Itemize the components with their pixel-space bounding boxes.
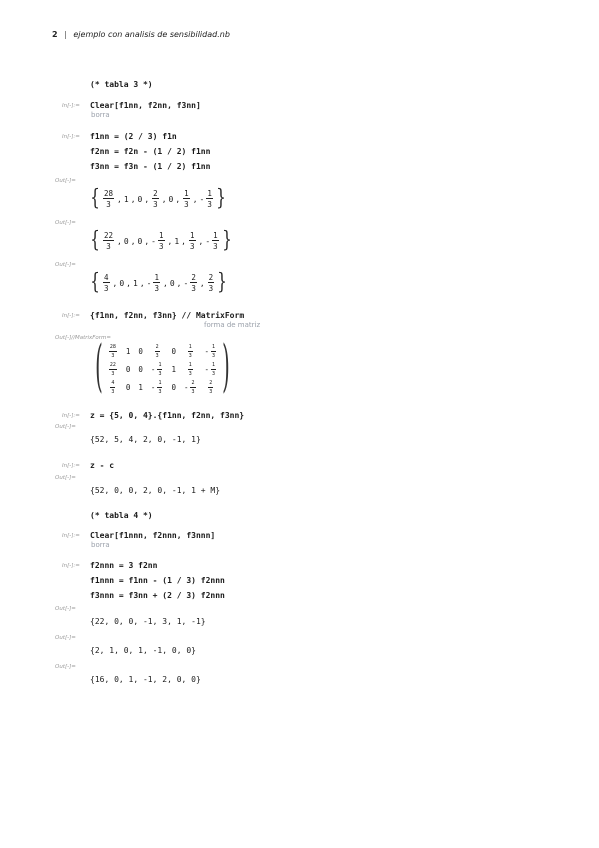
fraction (157, 363, 162, 377)
comma: , (199, 278, 205, 288)
input-label: In[-]:= (62, 563, 80, 569)
denominator: 3 (188, 352, 192, 359)
comma: , (163, 278, 168, 288)
vector-entry: 0 (123, 236, 129, 246)
input-clear-f1nn[interactable]: Clear[f1nn, f2nn, f3nn] (90, 101, 201, 110)
comment-tabla-3[interactable]: (* tabla 3 *) (90, 80, 153, 89)
negative-fraction (147, 274, 161, 293)
vector-entry: 0 (171, 347, 176, 356)
denominator: 3 (153, 200, 158, 209)
vector-entry: 0 (138, 347, 143, 356)
output-label: Out[-]= (55, 220, 76, 226)
matrix-cell (184, 363, 197, 377)
comma: , (112, 278, 118, 288)
denominator: 3 (188, 370, 192, 377)
denominator: 3 (207, 200, 212, 209)
vector-entry: 1 (123, 194, 129, 204)
matrix-cell (108, 381, 118, 395)
matrix-cell (151, 363, 164, 377)
negative-fraction (200, 190, 214, 209)
negative-fraction (183, 274, 197, 293)
comma: , (144, 236, 150, 246)
page-number: 2 (52, 30, 58, 39)
output-f1nnn: {2, 1, 0, 1, -1, 0, 0} (90, 646, 196, 655)
denominator: 3 (213, 242, 218, 251)
fraction (157, 381, 162, 395)
comma: , (117, 236, 122, 246)
input-z-minus-c[interactable]: z - c (90, 461, 115, 470)
denominator: 3 (104, 284, 109, 293)
vector-entry: 1 (138, 383, 143, 392)
matrix-cell (151, 345, 164, 359)
numerator: - 1 (158, 379, 162, 386)
hint-borra: borra (91, 541, 110, 549)
comma: , (126, 278, 131, 288)
matrix-cell (138, 347, 143, 356)
fraction (152, 190, 159, 209)
matrix-cell (184, 381, 197, 395)
comma: , (167, 236, 173, 246)
numerator: - 1 (207, 188, 212, 198)
fraction (212, 232, 219, 251)
close-brace: } (215, 186, 226, 211)
vector-entry: 1 (171, 365, 176, 374)
matrix-cell (205, 381, 218, 395)
comma: , (161, 194, 167, 204)
fraction (158, 232, 165, 251)
denominator: 3 (191, 388, 195, 395)
matrix-cell (205, 363, 218, 377)
denominator: 3 (154, 284, 159, 293)
input-line[interactable]: f2nnn = 3 f2nn (90, 561, 158, 570)
denominator: 3 (159, 242, 164, 251)
denominator: 3 (190, 242, 195, 251)
matrix-grid (108, 343, 217, 396)
hint-borra: borra (91, 111, 110, 119)
numerator: - 2 (191, 272, 196, 282)
numerator: 1 (188, 343, 192, 350)
numerator: 4 (104, 272, 109, 282)
vector-entry: 0 (125, 383, 131, 392)
matrix-cell (171, 383, 176, 392)
numerator: - 1 (213, 230, 218, 240)
numerator: 1 (190, 230, 195, 240)
matrix-cell (126, 347, 131, 356)
fraction (109, 363, 117, 377)
fraction (188, 345, 193, 359)
denominator: 3 (106, 200, 111, 209)
fraction (190, 381, 195, 395)
matrix-cell (126, 383, 131, 392)
matrix-cell (138, 383, 143, 392)
denominator: 3 (184, 200, 189, 209)
denominator: 3 (191, 284, 196, 293)
fraction (189, 232, 196, 251)
matrix-cell (205, 345, 218, 359)
output-z-minus-c: {52, 0, 0, 2, 0, -1, 1 + M} (90, 486, 221, 495)
comma: , (144, 194, 150, 204)
output-label: Out[-]= (55, 635, 76, 641)
output-label: Out[-]//MatrixForm= (55, 335, 112, 341)
vector-entry: 0 (137, 194, 143, 204)
fraction (110, 381, 115, 395)
fraction (109, 345, 117, 359)
comma: , (139, 278, 145, 288)
output-vector-f1nn (88, 184, 228, 214)
input-label: In[-]:= (62, 533, 80, 539)
comma: , (176, 278, 182, 288)
vector-entry: 0 (169, 278, 175, 288)
numerator: - 1 (154, 272, 159, 282)
fraction (153, 274, 160, 293)
fraction (208, 381, 213, 395)
notebook-title: ejemplo con analisis de sensibilidad.nb (73, 30, 230, 39)
output-matrix (88, 334, 237, 399)
denominator: 3 (158, 388, 162, 395)
page-header (52, 30, 230, 39)
numerator: - 1 (158, 361, 162, 368)
denominator: 3 (155, 352, 159, 359)
numerator: 2 (209, 379, 213, 386)
denominator: 3 (212, 352, 216, 359)
vector-entry: 1 (133, 278, 138, 288)
input-code: {f1nn, f2nn, f3nn} // (90, 311, 196, 320)
output-f2nnn: {22, 0, 0, -1, 3, 1, -1} (90, 617, 206, 626)
output-label: Out[-]= (55, 664, 76, 670)
input-clear-f1nnn[interactable]: Clear[f1nnn, f2nnn, f3nnn] (90, 531, 216, 540)
matrix-cell (151, 381, 164, 395)
output-z: {52, 5, 4, 2, 0, -1, 1} (90, 435, 201, 444)
fraction (211, 363, 216, 377)
fraction (188, 363, 193, 377)
negative-fraction (151, 363, 164, 377)
vector-entry: 0 (119, 278, 125, 288)
input-label: In[-]:= (62, 134, 80, 140)
vector-entry: 0 (168, 194, 174, 204)
left-paren: ( (95, 334, 103, 399)
vector-entry: 1 (125, 347, 131, 356)
close-brace: } (221, 228, 232, 253)
matrix-cell (108, 345, 118, 359)
numerator: - 1 (212, 361, 216, 368)
output-label: Out[-]= (55, 606, 76, 612)
open-brace: { (90, 186, 100, 211)
output-label: Out[-]= (55, 178, 76, 184)
output-label: Out[-]= (55, 424, 76, 430)
matrix-cell (126, 365, 131, 374)
negative-fraction (151, 381, 164, 395)
denominator: 3 (106, 242, 111, 251)
fraction (103, 232, 114, 251)
numerator: 4 (111, 379, 115, 386)
numerator: 28 (109, 343, 116, 350)
matrix-cell (138, 365, 143, 374)
fraction (190, 274, 197, 293)
numerator: 2 (155, 343, 159, 350)
vector-entry: 0 (137, 236, 143, 246)
negative-fraction (151, 232, 165, 251)
denominator: 3 (111, 388, 115, 395)
numerator: 2 (208, 272, 214, 282)
input-line[interactable]: f1nnn = f1nn - (1 / 3) f2nnn (90, 576, 225, 585)
vector-entry: 1 (174, 236, 180, 246)
numerator: - 1 (159, 230, 164, 240)
open-brace: { (90, 228, 100, 253)
numerator: 22 (109, 361, 116, 368)
vector-entry: 0 (138, 365, 143, 374)
header-separator: | (64, 30, 67, 39)
negative-fraction (205, 345, 218, 359)
matrix-cell (171, 365, 176, 374)
matrix-cell (184, 345, 197, 359)
input-z[interactable]: z = {5, 0, 4}.{f1nn, f2nn, f3nn} (90, 411, 245, 420)
input-label: In[-]:= (62, 413, 80, 419)
numerator: 28 (104, 188, 114, 198)
matrix-cell (171, 347, 176, 356)
matrix-cell (108, 363, 118, 377)
numerator: 2 (153, 188, 158, 198)
fraction (208, 274, 215, 293)
denominator: 3 (158, 370, 162, 377)
comma: , (181, 236, 186, 246)
output-vector-f3nn (88, 268, 229, 298)
input-line[interactable]: f1nn = (2 / 3) f1n (90, 132, 177, 141)
input-matrixform[interactable] (90, 311, 244, 320)
denominator: 3 (111, 352, 115, 359)
input-label: In[-]:= (62, 463, 80, 469)
fraction (103, 190, 114, 209)
input-code-function: MatrixForm (195, 311, 245, 320)
numerator: 1 (188, 361, 192, 368)
comment-tabla-4[interactable]: (* tabla 4 *) (90, 511, 153, 520)
input-line[interactable]: f3nnn = f3nn + (2 / 3) f2nnn (90, 591, 225, 600)
output-vector-f2nn (88, 226, 234, 256)
vector-entry: 0 (125, 365, 131, 374)
input-label: In[-]:= (62, 313, 80, 319)
output-label: Out[-]= (55, 475, 76, 481)
comma: , (192, 194, 198, 204)
negative-fraction (205, 363, 218, 377)
fraction (103, 274, 110, 293)
fraction (155, 345, 160, 359)
hint-forma-de-matriz: forma de matriz (204, 321, 261, 329)
numerator: - 2 (191, 379, 195, 386)
comma: , (130, 236, 136, 246)
fraction (211, 345, 216, 359)
denominator: 3 (209, 388, 213, 395)
denominator: 3 (111, 370, 115, 377)
fraction (183, 190, 190, 209)
comma: , (117, 194, 122, 204)
output-f3nnn: {16, 0, 1, -1, 2, 0, 0} (90, 675, 201, 684)
input-label: In[-]:= (62, 103, 80, 109)
input-line[interactable]: f3nn = f3n - (1 / 2) f1nn (90, 162, 211, 171)
vector-entry: 0 (171, 383, 176, 392)
numerator: 1 (184, 188, 189, 198)
denominator: 3 (212, 370, 216, 377)
fraction (206, 190, 213, 209)
denominator: 3 (208, 284, 214, 293)
comma: , (175, 194, 181, 204)
output-label: Out[-]= (55, 262, 76, 268)
numerator: - 1 (212, 343, 216, 350)
negative-fraction (184, 381, 197, 395)
open-brace: { (90, 270, 100, 295)
input-line[interactable]: f2nn = f2n - (1 / 2) f1nn (90, 147, 211, 156)
close-brace: } (217, 270, 228, 295)
comma: , (130, 194, 136, 204)
numerator: 22 (104, 230, 114, 240)
right-paren: ) (222, 334, 230, 399)
negative-fraction (205, 232, 219, 251)
comma: , (198, 236, 204, 246)
